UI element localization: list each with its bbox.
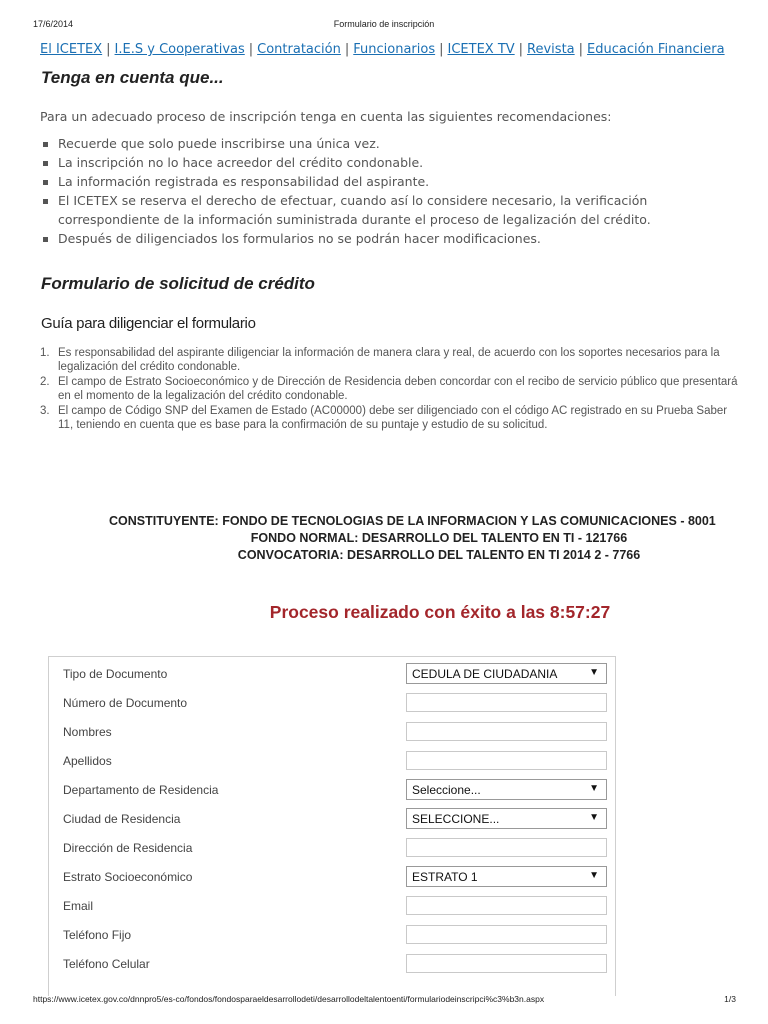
telefono-fijo-input[interactable] xyxy=(406,925,607,944)
form-row-email xyxy=(49,894,615,918)
nombres-input[interactable] xyxy=(406,722,607,741)
form-row-direccion xyxy=(49,836,615,860)
list-number: 2. xyxy=(40,376,50,388)
telefono-celular-input[interactable] xyxy=(406,954,607,973)
departamento-select[interactable] xyxy=(406,779,607,800)
nav-separator: | xyxy=(106,42,111,57)
estrato-select[interactable] xyxy=(406,866,607,887)
list-item xyxy=(40,404,740,432)
form-row-telefono-fijo xyxy=(49,923,615,947)
field-label: Número de Documento xyxy=(63,696,188,710)
form-section-heading: Formulario de solicitud de crédito xyxy=(41,274,315,293)
chevron-down-icon: ▼ xyxy=(589,783,599,794)
registration-form xyxy=(48,656,616,996)
list-text: Es responsabilidad del aspirante diligenciar la información de manera clara y real, de acuerdo con los soportes necesarios para la legalización del crédito condonable. xyxy=(58,347,720,373)
nav-link-revista[interactable]: Revista xyxy=(527,42,575,57)
numero-documento-input[interactable] xyxy=(406,693,607,712)
nav-link-icetex-tv[interactable]: ICETEX TV xyxy=(447,42,515,57)
recommendations-list xyxy=(40,134,680,248)
convocatoria-line: CONVOCATORIA: DESARROLLO DEL TALENTO EN TI 2014 2 - 7766 xyxy=(237,548,641,562)
field-label: Teléfono Fijo xyxy=(63,928,132,942)
nav-separator: | xyxy=(344,42,350,57)
nav-link-funcionarios[interactable]: Funcionarios xyxy=(353,42,436,57)
list-item: Después de diligenciados los formularios no se podrán hacer modificaciones. xyxy=(40,229,680,248)
list-text: El campo de Código SNP del Examen de Estado (AC00000) debe ser diligenciado con el código AC registrado en su Prueba Saber 11, teniendo en cuenta que es base para la confirmación de su puntaje y estudio de su solicitud. xyxy=(58,405,728,431)
list-number: 1. xyxy=(40,347,50,359)
nav-link-contratacion[interactable]: Contratación xyxy=(257,42,341,57)
list-item: La información registrada es responsabilidad del aspirante. xyxy=(40,172,680,191)
print-header xyxy=(0,19,768,33)
list-text: El campo de Estrato Socioeconómico y de Dirección de Residencia deben concordar con el recibo de servicio público que presentará en el momento de la legalización del crédito condonable. xyxy=(58,376,738,402)
apellidos-input[interactable] xyxy=(406,751,607,770)
form-row-ciudad xyxy=(49,807,615,831)
success-message: Proceso realizado con éxito a las 8:57:27 xyxy=(269,602,611,622)
print-title: Formulario de inscripción xyxy=(333,19,435,29)
convocatoria-info xyxy=(0,513,768,564)
form-row-numero-documento xyxy=(49,691,615,715)
email-input[interactable] xyxy=(406,896,607,915)
chevron-down-icon: ▼ xyxy=(589,812,599,823)
tipo-documento-select[interactable] xyxy=(406,663,607,684)
field-label: Email xyxy=(63,899,94,913)
list-item: El ICETEX se reserva el derecho de efectuar, cuando así lo considere necesario, la verificación correspondiente de la información suministrada durante el proceso de legalización del crédito. xyxy=(40,191,680,229)
top-nav xyxy=(40,42,725,57)
constituyente-line: CONSTITUYENTE: FONDO DE TECNOLOGIAS DE LA INFORMACION Y LAS COMUNICACIONES - 8001 xyxy=(109,514,716,528)
nav-link-ies-cooperativas[interactable]: I.E.S y Cooperativas xyxy=(114,42,245,57)
print-date: 17/6/2014 xyxy=(33,19,74,29)
chevron-down-icon: ▼ xyxy=(589,667,599,678)
form-row-estrato xyxy=(49,865,615,889)
select-value: CEDULA DE CIUDADANIA xyxy=(412,667,558,681)
nav-separator: | xyxy=(578,42,584,57)
field-label: Dirección de Residencia xyxy=(63,841,193,855)
field-label: Nombres xyxy=(63,725,112,739)
form-row-apellidos xyxy=(49,749,615,773)
print-footer xyxy=(0,994,768,1008)
list-item: Recuerde que solo puede inscribirse una única vez. xyxy=(40,134,680,153)
list-item xyxy=(40,375,740,403)
form-row-departamento xyxy=(49,778,615,802)
field-label: Tipo de Documento xyxy=(63,667,168,681)
form-row-telefono-celular xyxy=(49,952,615,976)
nav-separator: | xyxy=(248,42,254,57)
print-url: https://www.icetex.gov.co/dnnpro5/es-co/fondos/fondosparaeldesarrollodeti/desarrollodeltalentoenti/formulariodeinscripci%c3%b3n.aspx xyxy=(33,994,545,1004)
direccion-input[interactable] xyxy=(406,838,607,857)
nav-link-educacion-financiera[interactable]: Educación Financiera xyxy=(587,42,725,57)
select-value: Seleccione... xyxy=(412,783,481,797)
field-label: Departamento de Residencia xyxy=(63,783,219,797)
chevron-down-icon: ▼ xyxy=(589,870,599,881)
field-label: Apellidos xyxy=(63,754,112,768)
form-row-tipo-documento xyxy=(49,662,615,686)
tips-intro: Para un adecuado proceso de inscripción tenga en cuenta las siguientes recomendaciones: xyxy=(40,109,612,124)
nav-separator: | xyxy=(518,42,524,57)
list-item: La inscripción no lo hace acreedor del crédito condonable. xyxy=(40,153,680,172)
list-item xyxy=(40,346,740,374)
list-number: 3. xyxy=(40,405,50,417)
page-number: 1/3 xyxy=(724,994,736,1004)
form-row-nombres xyxy=(49,720,615,744)
guide-title: Guía para diligenciar el formulario xyxy=(41,315,256,332)
nav-separator: | xyxy=(439,42,444,57)
field-label: Ciudad de Residencia xyxy=(63,812,181,826)
fondo-line: FONDO NORMAL: DESARROLLO DEL TALENTO EN TI - 121766 xyxy=(250,531,628,545)
ciudad-select[interactable] xyxy=(406,808,607,829)
field-label: Estrato Socioeconómico xyxy=(63,870,193,884)
field-label: Teléfono Celular xyxy=(63,957,150,971)
tips-heading: Tenga en cuenta que... xyxy=(41,68,224,87)
nav-link-el-icetex[interactable]: El ICETEX xyxy=(40,42,103,57)
guide-list xyxy=(40,346,740,433)
select-value: ESTRATO 1 xyxy=(412,870,478,884)
select-value: SELECCIONE... xyxy=(412,812,500,826)
